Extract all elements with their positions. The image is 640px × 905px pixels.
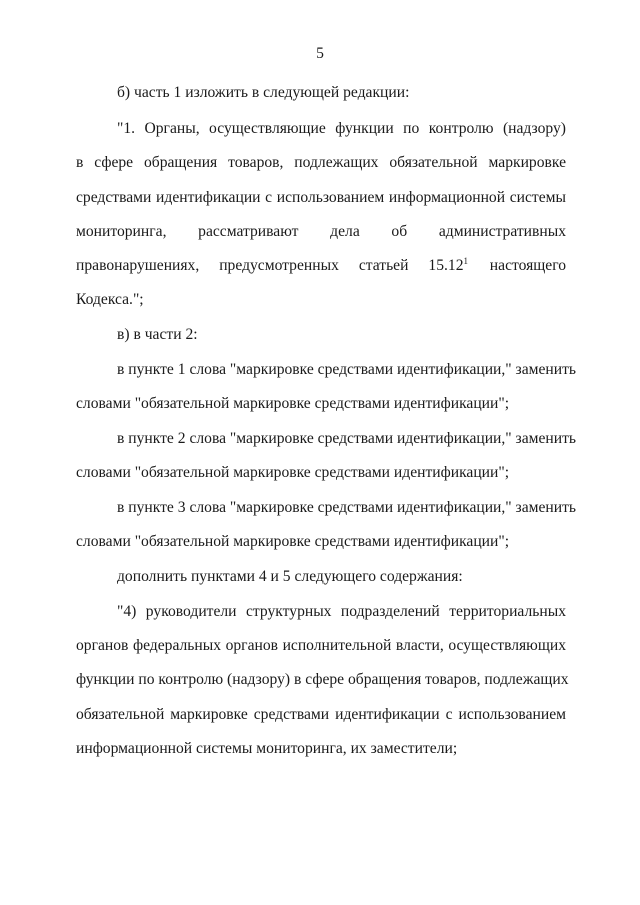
text-line: в пункте 2 слова "маркировке средствами идентификации," заменить [117, 430, 577, 447]
text-line: информационной системы мониторинга, их заместители; [76, 740, 458, 757]
text-line-part: настоящего [489, 257, 566, 274]
text-line: в пункте 1 слова "маркировке средствами идентификации," заменить [117, 361, 577, 378]
text-line: средствами идентификации с использованием информационной системы [76, 189, 566, 206]
text-line: мониторинга, рассматривают дела об административных [76, 223, 566, 240]
page-number: 5 [316, 45, 324, 62]
text-line: словами "обязательной маркировке средствами идентификации"; [76, 464, 510, 481]
text-line: "1. Органы, осуществляющие функции по контролю (надзору) [117, 120, 566, 137]
text-line: "4) руководители структурных подразделений территориальных [117, 603, 566, 620]
text-line: обязательной маркировке средствами идентификации с использованием [76, 706, 566, 723]
superscript: 1 [463, 256, 468, 266]
text-line: словами "обязательной маркировке средствами идентификации"; [76, 395, 510, 412]
text-line: словами "обязательной маркировке средствами идентификации"; [76, 533, 510, 550]
text-line: в сфере обращения товаров, подлежащих обязательной маркировке [76, 154, 566, 171]
text-line [76, 256, 566, 276]
text-line: в) в части 2: [117, 326, 198, 343]
text-line-part [76, 256, 468, 276]
text-line: Кодекса."; [76, 291, 144, 308]
text-fragment: правонарушениях, предусмотренных статьей 15.12 [76, 257, 464, 274]
text-line: б) часть 1 изложить в следующей редакции: [117, 84, 410, 101]
text-line: органов федеральных органов исполнительной власти, осуществляющих [76, 637, 566, 654]
text-fragment [76, 256, 468, 276]
text-line: функции по контролю (надзору) в сфере обращения товаров, подлежащих [76, 671, 569, 688]
text-line: дополнить пунктами 4 и 5 следующего содержания: [117, 568, 463, 585]
text-line: в пункте 3 слова "маркировке средствами идентификации," заменить [117, 499, 577, 516]
